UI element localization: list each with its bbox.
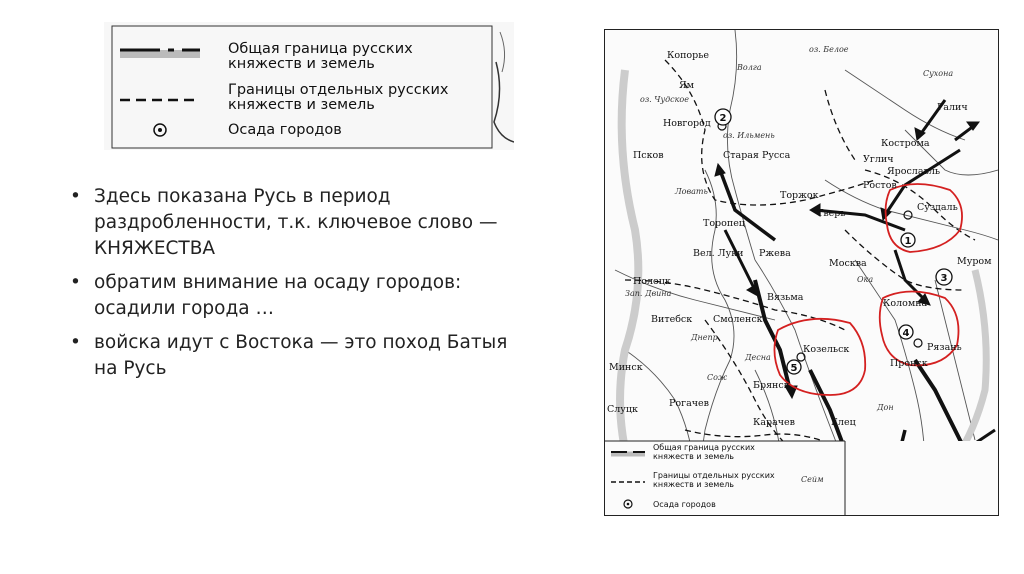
city-label: Брянск [753,380,790,391]
river-label: Десна [745,353,771,362]
city-label: Пронск [890,358,928,369]
city-label: Галич [937,102,968,113]
map-legend-label-general: Общая граница русских княжеств и земель [653,443,755,461]
city-labels [607,45,992,484]
city-label: Рязань [927,342,962,353]
city-label: Суздаль [917,202,958,213]
city-label: Коломна [883,298,928,309]
city-label: Псков [633,150,664,161]
city-label: оз. Чудское [640,95,689,104]
city-label: Муром [957,256,992,267]
marker-number: 3 [940,273,948,284]
city-label: Ям [679,80,695,91]
river-label: Ока [857,275,874,284]
city-label: Карачев [753,417,796,428]
legend-top-crop [104,22,514,150]
city-label: Слуцк [607,404,638,415]
marker-number: 5 [790,363,798,374]
city-label: Минск [609,362,643,373]
legend-top-label-general: Общая граница русских княжеств и земель [228,41,413,72]
river-label: Зап. Двина [625,289,672,298]
bullet-list [70,184,510,390]
river-label: Дон [877,403,894,412]
city-label: Ростов [863,180,897,191]
river-label: Сейм [801,475,824,484]
marker-number: 1 [904,236,912,247]
map-graphics [605,30,998,515]
bullet-item: • обратим внимание на осаду городов: осадили города … [70,270,510,322]
city-label: оз. Ильмень [723,131,775,140]
city-label: Торжок [780,190,819,201]
city-label: оз. Белое [809,45,849,54]
map-legend-label-separate: Границы отдельных русских княжеств и земель [653,471,775,489]
city-label: Вязьма [767,292,804,303]
river-label: Сож [707,373,728,382]
highlight-suzdal [886,184,962,252]
city-label: Полоцк [633,276,671,287]
city-label: Витебск [651,314,693,325]
city-label: Торопец [703,218,745,229]
city-label: Новгород [663,118,711,129]
city-label: Тверь [817,208,846,219]
legend-top-label-siege: Осада городов [228,122,342,138]
city-label: Смоленск [713,314,763,325]
city-label: Вел. Луки [693,248,744,259]
city-label: Кострома [881,138,930,149]
river-label: Днепр [691,333,718,342]
city-label: Ярославль [887,166,941,177]
city-label: Углич [863,154,894,165]
city-label: Москва [829,258,867,269]
bullet-item: • Здесь показана Русь в период раздробленности, т.к. ключевое слово — КНЯЖЕСТВА [70,184,510,262]
city-label: Старая Русса [723,150,791,161]
river-label: Волга [737,63,762,72]
city-label: Копорье [667,50,709,61]
historical-map [604,29,999,516]
city-label: Елец [831,417,856,428]
city-label: Ржева [759,248,791,259]
map-legend-label-siege: Осада городов [653,500,716,509]
bullet-item: • войска идут с Востока — это поход Батыя на Русь [70,330,510,382]
river-label: Ловать [675,187,708,196]
marker-number: 2 [719,113,727,124]
legend-top-label-separate: Границы отдельных русских княжеств и земель [228,82,449,113]
city-label: Рогачев [669,398,710,409]
marker-number: 4 [902,328,910,339]
city-label: Козельск [803,344,850,355]
city-label: Сухона [923,69,954,78]
